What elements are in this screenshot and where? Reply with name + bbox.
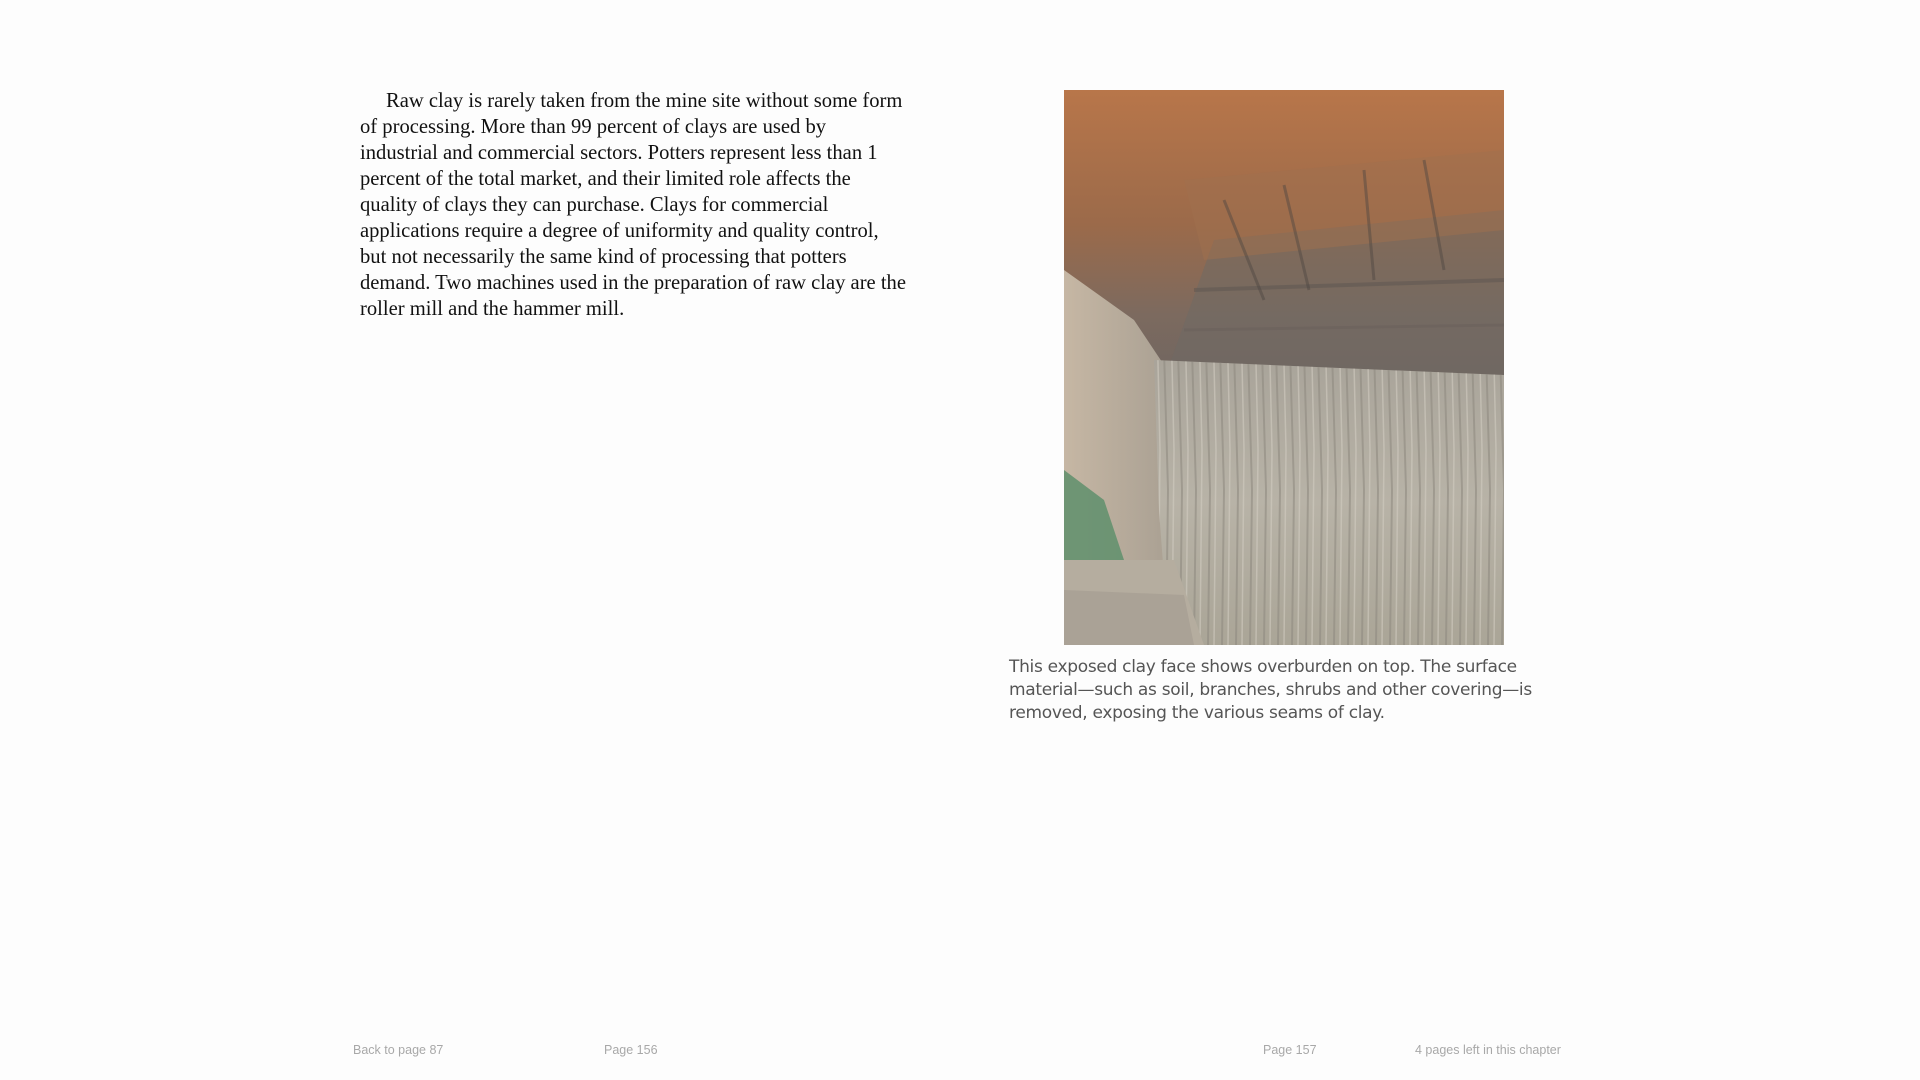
back-to-page-link[interactable]: Back to page 87	[353, 1043, 444, 1057]
figure-caption[interactable]: This exposed clay face shows overburden on top. The surface material—such as soil, branches, shrubs and other covering—is removed, exposing the various seams of clay.	[1009, 657, 1532, 723]
body-paragraph[interactable]: Raw clay is rarely taken from the mine site without some form of processing. More than 99 percent of clays are used by industrial and commercial sectors. Potters represent less than 1 percent of the total market, and their limited role affects the quality of clays they can purchase. Clays for commercial applications require a degree of uniformity and quality control, but not necessarily the same kind of processing that potters demand. Two machines used in the preparation of raw clay are the roller mill and the hammer mill.	[360, 90, 906, 320]
right-page-number: Page 157	[1263, 1043, 1317, 1057]
pages-left-in-chapter: 4 pages left in this chapter	[1415, 1043, 1561, 1057]
clay-face-photo[interactable]	[1064, 90, 1504, 645]
clay-face-illustration	[1064, 90, 1504, 645]
figure	[1009, 656, 1569, 725]
left-page	[360, 88, 908, 322]
left-page-number: Page 156	[604, 1043, 658, 1057]
